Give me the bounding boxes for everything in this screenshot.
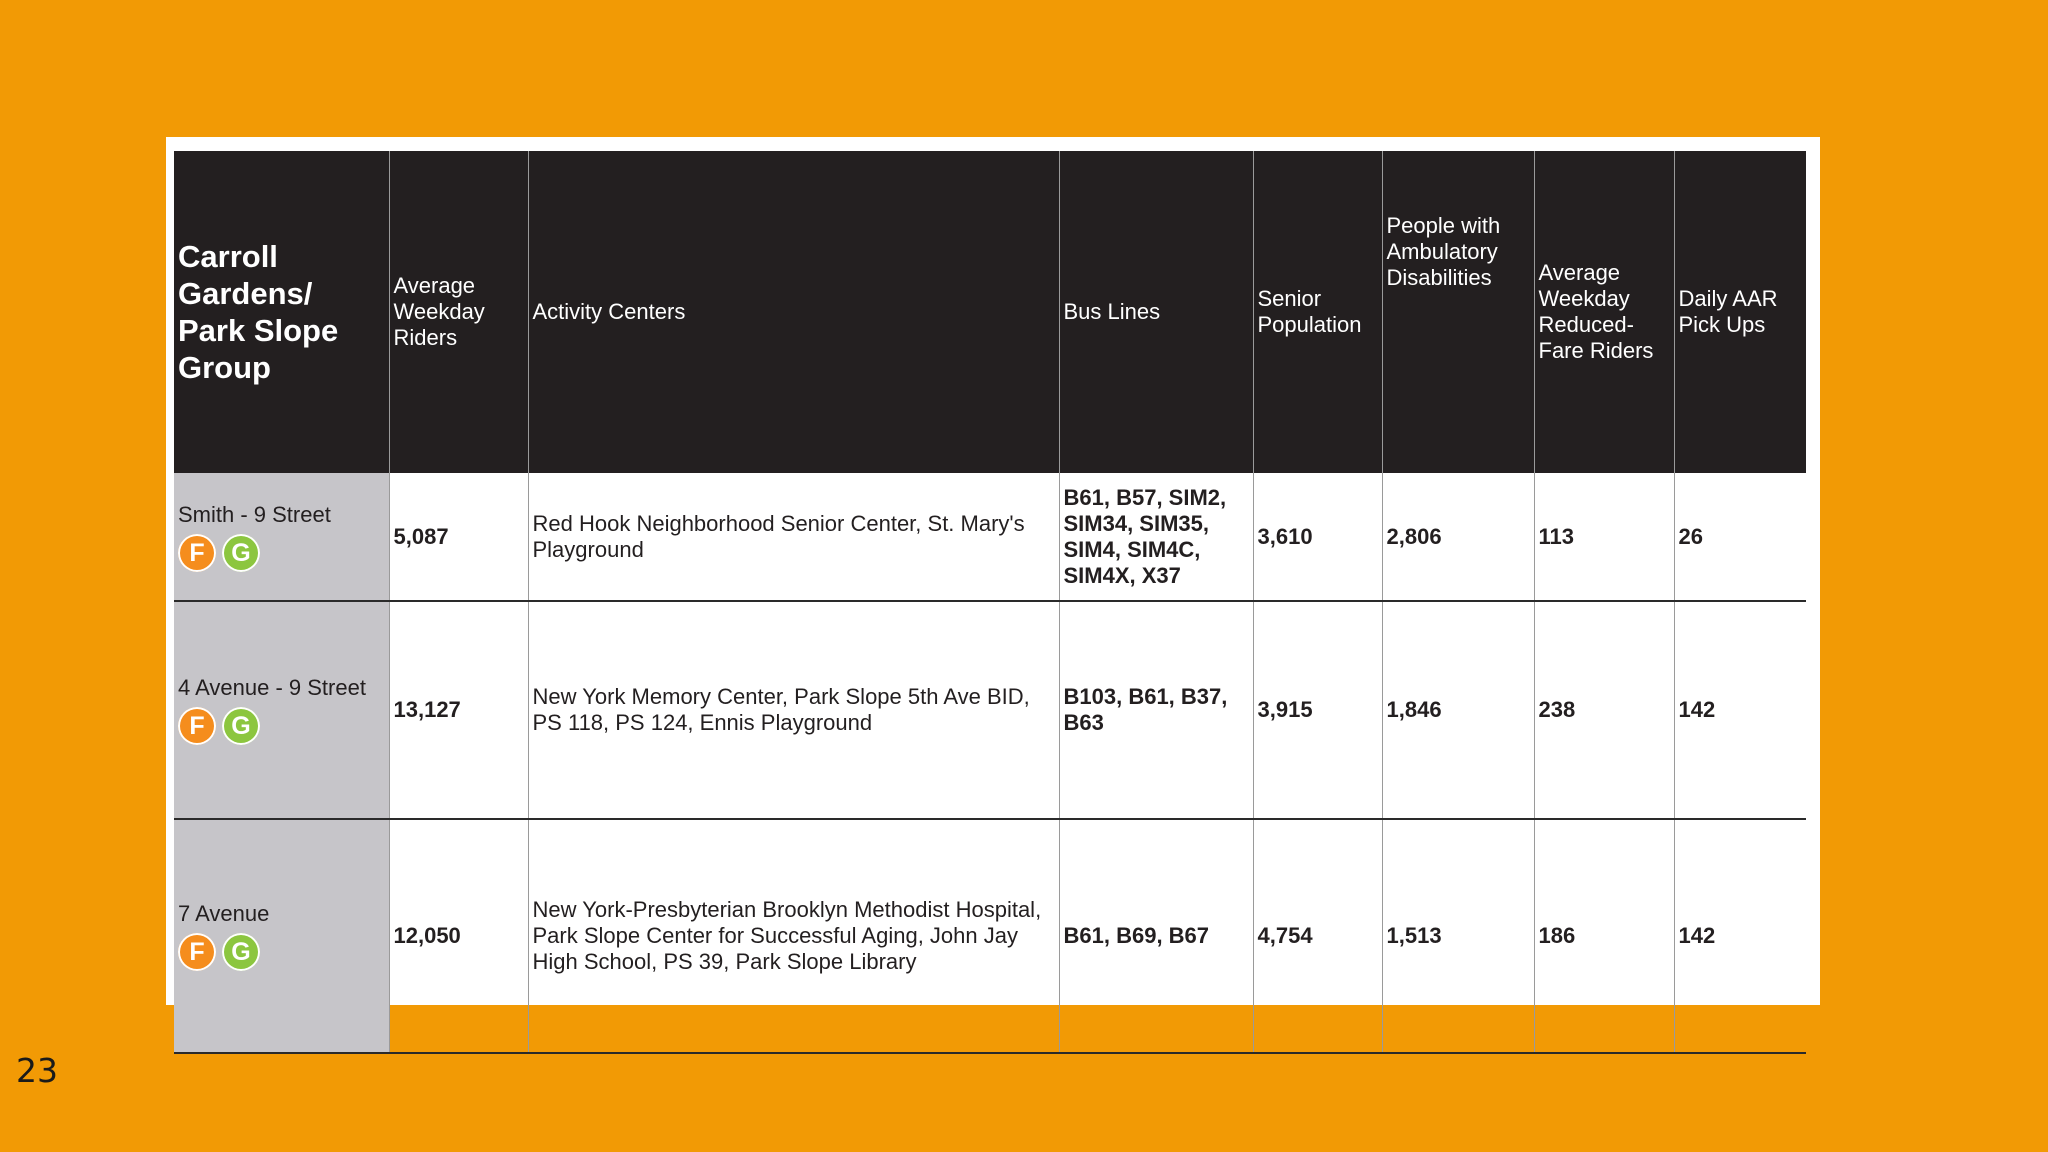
header-bus-lines: Bus Lines	[1059, 151, 1253, 473]
route-g-icon: G	[222, 534, 260, 572]
senior-population-cell: 4,754	[1253, 819, 1382, 1053]
ambulatory-disabilities-cell: 1,846	[1382, 601, 1534, 819]
station-data-table	[174, 151, 1806, 1054]
avg-weekday-riders-cell: 13,127	[389, 601, 528, 819]
reduced-fare-riders-cell: 238	[1534, 601, 1674, 819]
aar-pickups-cell: 26	[1674, 473, 1806, 601]
senior-population-cell: 3,610	[1253, 473, 1382, 601]
route-f-icon: F	[178, 534, 216, 572]
route-f-icon: F	[178, 707, 216, 745]
ambulatory-disabilities-cell: 2,806	[1382, 473, 1534, 601]
route-badges	[178, 534, 385, 572]
group-name-header: Carroll Gardens/ Park Slope Group	[174, 151, 389, 473]
reduced-fare-riders-cell: 186	[1534, 819, 1674, 1053]
table-card	[166, 137, 1820, 1005]
activity-centers-cell: New York Memory Center, Park Slope 5th Ave BID, PS 118, PS 124, Ennis Playground	[528, 601, 1059, 819]
page-number: 23	[16, 1051, 58, 1090]
header-senior-population: Senior Population	[1253, 151, 1382, 473]
station-name: 4 Avenue - 9 Street	[178, 675, 366, 700]
bus-lines-cell: B103, B61, B37, B63	[1059, 601, 1253, 819]
table-row	[174, 819, 1806, 1053]
activity-centers-cell: New York-Presbyterian Brooklyn Methodist Hospital, Park Slope Center for Successful Aging, John Jay High School, PS 39, Park Slope Library	[528, 819, 1059, 1053]
route-g-icon: G	[222, 933, 260, 971]
route-badges	[178, 707, 385, 745]
aar-pickups-cell: 142	[1674, 601, 1806, 819]
table-row	[174, 473, 1806, 601]
header-aar-pickups: Daily AAR Pick Ups	[1674, 151, 1806, 473]
route-badges	[178, 933, 385, 971]
table-header-row	[174, 151, 1806, 473]
header-activity-centers: Activity Centers	[528, 151, 1059, 473]
route-f-icon: F	[178, 933, 216, 971]
senior-population-cell: 3,915	[1253, 601, 1382, 819]
ambulatory-disabilities-cell: 1,513	[1382, 819, 1534, 1053]
avg-weekday-riders-cell: 12,050	[389, 819, 528, 1053]
station-cell	[174, 601, 389, 819]
avg-weekday-riders-cell: 5,087	[389, 473, 528, 601]
reduced-fare-riders-cell: 113	[1534, 473, 1674, 601]
station-cell	[174, 473, 389, 601]
table-row	[174, 601, 1806, 819]
header-avg-weekday-riders: Average Weekday Riders	[389, 151, 528, 473]
station-name: Smith - 9 Street	[178, 501, 331, 527]
station-name: 7 Avenue	[178, 901, 270, 926]
bus-lines-cell: B61, B57, SIM2, SIM34, SIM35, SIM4, SIM4C, SIM4X, X37	[1059, 473, 1253, 601]
station-cell	[174, 819, 389, 1053]
aar-pickups-cell: 142	[1674, 819, 1806, 1053]
header-reduced-fare-riders: Average Weekday Reduced-Fare Riders	[1534, 151, 1674, 473]
activity-centers-cell: Red Hook Neighborhood Senior Center, St. Mary's Playground	[528, 473, 1059, 601]
bus-lines-cell: B61, B69, B67	[1059, 819, 1253, 1053]
route-g-icon: G	[222, 707, 260, 745]
header-ambulatory-disabilities: People with Ambulatory Disabilities	[1382, 151, 1534, 473]
